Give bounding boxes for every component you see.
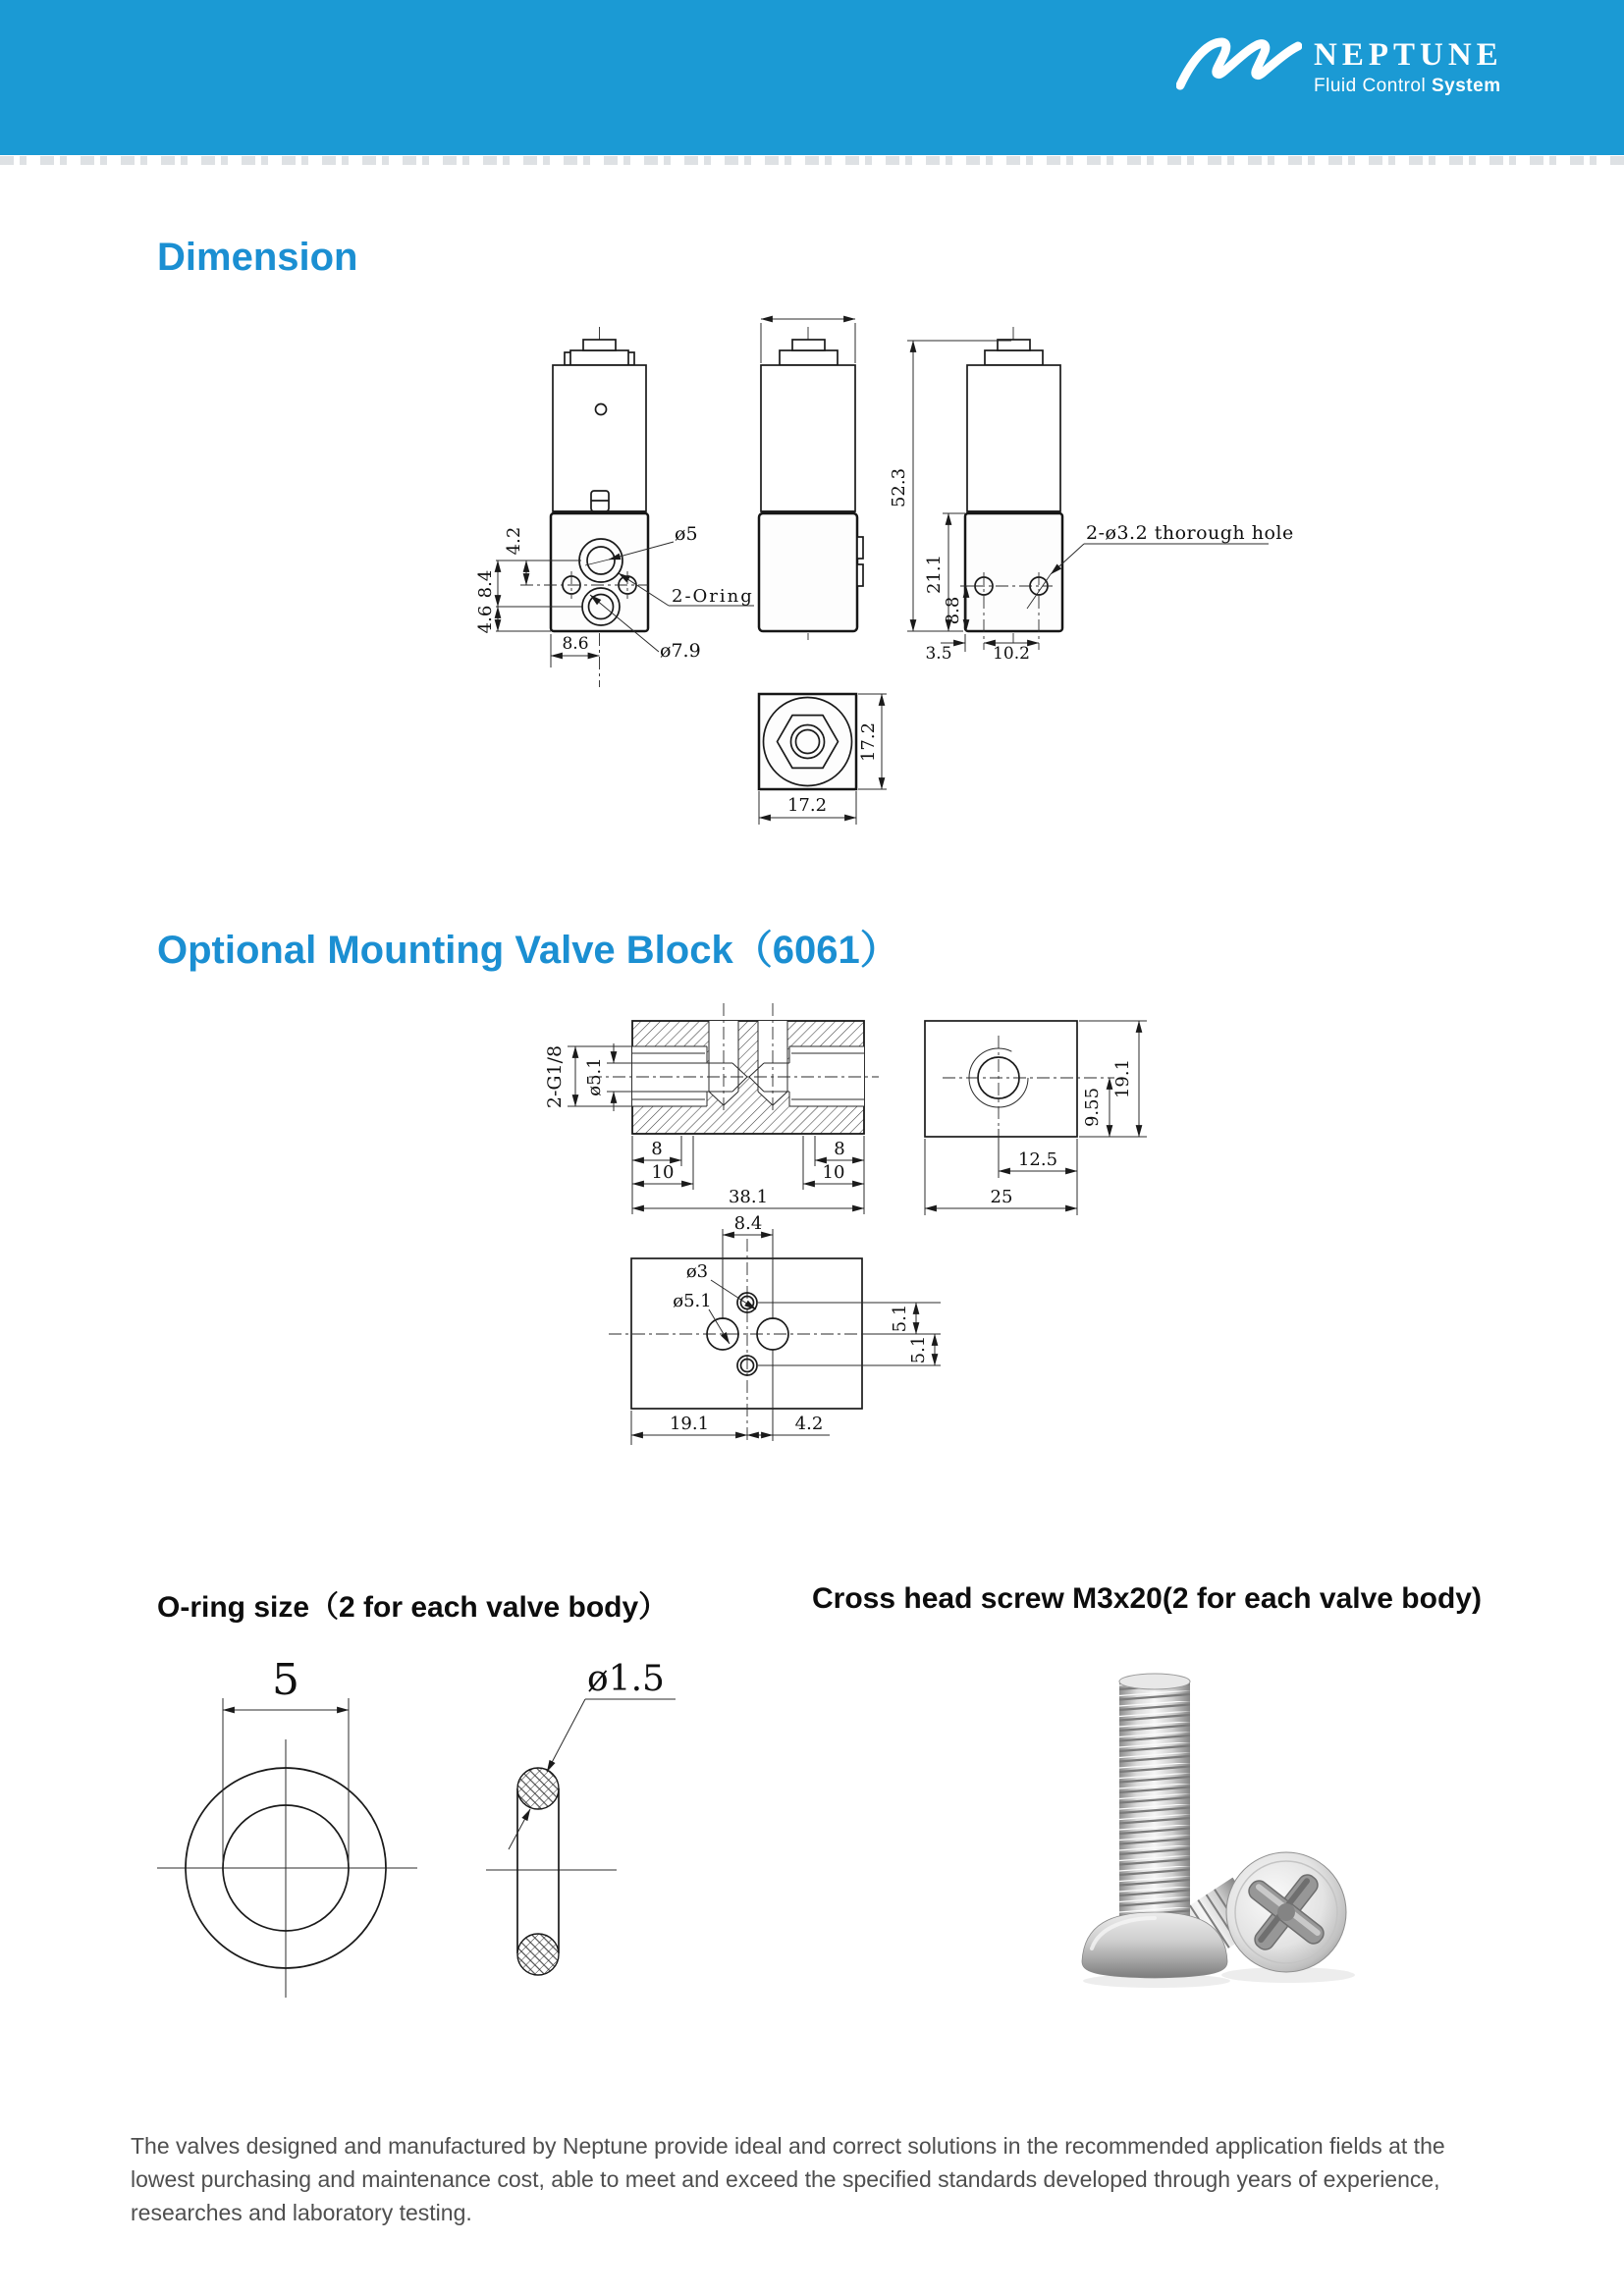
leader-label-through-hole: 2-ø3.2 thorough hole (1086, 522, 1294, 544)
leader-label-oring: 2-Oring (672, 586, 754, 607)
dim-label-oring-cs: ø1.5 (587, 1659, 665, 1699)
section-title-dimension: Dimension (157, 236, 358, 279)
block-section-view (544, 1003, 879, 1214)
brand-tagline-regular: Fluid Control (1314, 76, 1432, 96)
dim-label-10-left: 10 (651, 1162, 675, 1183)
dim-label-8-8: 8.8 (943, 596, 963, 625)
dim-label-8-right: 8 (834, 1139, 845, 1159)
dim-label-10-2: 10.2 (993, 644, 1030, 664)
dim-label-2-g18: 2-G1/8 (544, 1044, 566, 1109)
dim-label-17-2-v: 17.2 (858, 721, 879, 763)
dim-label-8-left: 8 (651, 1139, 663, 1159)
valve-rear-view (889, 327, 1294, 664)
dim-label-4-2-top: 4.2 (794, 1414, 824, 1434)
section-title-screw: Cross head screw M3x20(2 for each valve body) (812, 1582, 1482, 1615)
screw-photo (1082, 1674, 1355, 1988)
dim-label-phi51-section: ø5.1 (584, 1057, 605, 1096)
leader-label-phi51-top: ø5.1 (673, 1291, 712, 1311)
dim-label-25: 25 (990, 1187, 1013, 1207)
block-top-view (609, 1213, 941, 1445)
dim-label-5-1-a: 5.1 (890, 1304, 910, 1333)
dim-label-10-right: 10 (822, 1162, 845, 1183)
dim-label-21-1: 21.1 (924, 554, 945, 595)
valve-front-view (475, 327, 754, 687)
dim-label-9-55: 9.55 (1082, 1087, 1103, 1128)
dim-label-4-6: 4.6 (475, 605, 496, 634)
leader-label-phi79: ø7.9 (660, 640, 701, 662)
dim-label-12-5: 12.5 (1017, 1149, 1058, 1170)
dim-label-52-3: 52.3 (889, 467, 909, 508)
dim-label-38-1: 38.1 (728, 1187, 769, 1207)
dim-label-8-4: 8.4 (475, 569, 496, 599)
block-side-view (925, 1021, 1147, 1215)
valve-bottom-view (759, 694, 887, 825)
oring-section-view (486, 1659, 676, 1975)
section-title-oring: O-ring size（2 for each valve body） (157, 1591, 669, 1624)
dim-label-8-6: 8.6 (562, 634, 589, 654)
leader-label-phi5: ø5 (675, 523, 698, 545)
dim-label-4-2: 4.2 (504, 526, 524, 556)
brand-tagline-bold: System (1432, 76, 1501, 96)
footer-text: The valves designed and manufactured by Neptune provide ideal and correct solutions in the recommended application fields at the lowest purchasing and maintenance cost, able to meet and exceed the specified standards developed through years of experience, researches and laboratory testing. (131, 2133, 1445, 2225)
dim-label-17-2-h: 17.2 (786, 795, 828, 816)
dim-label-oring-id: 5 (272, 1655, 299, 1705)
dim-label-8-4-block: 8.4 (733, 1213, 763, 1234)
dim-label-5-1-b: 5.1 (908, 1335, 929, 1364)
section-title-valve-block: Optional Mounting Valve Block（6061） (157, 929, 899, 972)
brand-name: NEPTUNE (1314, 37, 1503, 73)
oring-front-view (157, 1655, 417, 1998)
dim-label-3-5: 3.5 (925, 644, 952, 664)
dim-label-19-1-side: 19.1 (1112, 1058, 1133, 1099)
leader-label-phi3: ø3 (685, 1261, 709, 1282)
valve-side-view (759, 319, 863, 640)
dim-label-19-1-top: 19.1 (669, 1414, 710, 1434)
